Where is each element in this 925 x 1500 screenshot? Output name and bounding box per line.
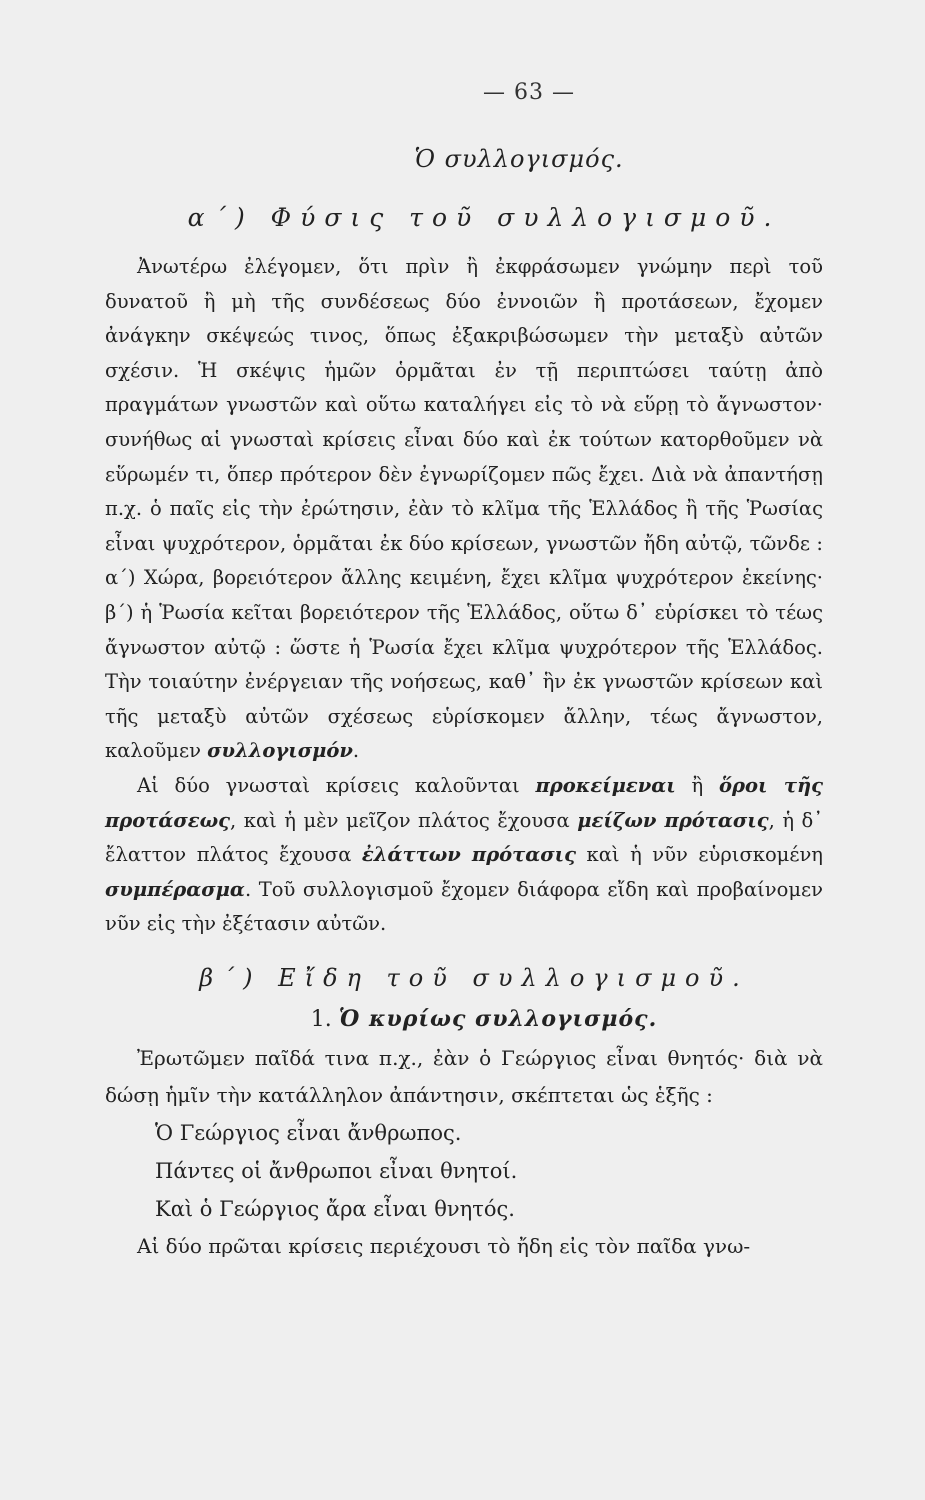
body-text-2: [105, 1040, 823, 1265]
p2-text-6: . Τοῦ συλλογισμοῦ ἔχομεν διάφορα εἴδη καὶ προβαίνομεν νῦν εἰς τὴν ἐξέτασιν αὐτῶν.: [105, 877, 823, 936]
subsection-title: Ὁ κυρίως συλλογισμός.: [338, 1005, 658, 1032]
term-premises: προκείμεναι: [535, 773, 676, 797]
page-content: [105, 80, 823, 1265]
subsection-heading: [145, 1006, 823, 1032]
term-syllogism: συλλογισμόν: [207, 739, 353, 763]
paragraph-4: Αἱ δύο πρῶται κρίσεις περιέχουσι τὸ ἤδη εἰς τὸν παῖδα γνω-: [137, 1233, 751, 1258]
syllogism-line-1: Ὁ Γεώργιος εἶναι ἄνθρωπος.: [155, 1120, 462, 1145]
paragraph-3: Ἐρωτῶμεν παῖδά τινα π.χ., ἐὰν ὁ Γεώργιος εἶναι θνητός· διὰ νὰ δώσῃ ἡμῖν τὴν κατάλληλον ἀπάντησιν, σκέπτεται ὡς ἑξῆς :: [105, 1045, 823, 1107]
p2-text-4: , ἡ δ᾽ ἔλαττον πλάτος ἔχουσα: [105, 808, 823, 867]
term-major-premise: μείζων πρότασις: [577, 808, 769, 832]
chapter-heading: Ὁ συλλογισμός.: [414, 145, 624, 173]
syllogism-line-3: Καὶ ὁ Γεώργιος ἄρα εἶναι θνητός.: [155, 1196, 515, 1221]
term-terms-of-proposition: ὅροι τῆς προτάσεως: [105, 773, 824, 832]
term-minor-premise: ἐλάττων πρότασις: [361, 843, 576, 867]
paragraph-1-end: .: [352, 739, 360, 763]
p2-text-1: Αἱ δύο γνωσταὶ κρίσεις καλοῦνται: [137, 773, 520, 797]
page-number: — 63 —: [483, 80, 575, 105]
subsection-number: 1.: [310, 1006, 332, 1032]
paragraph-1: [105, 250, 823, 769]
body-text: [105, 250, 823, 942]
p2-text-3: , καὶ ἡ μὲν μεῖζον πλάτος ἔχουσα: [230, 808, 570, 832]
p2-text-2: ἢ: [691, 773, 704, 797]
section-heading-b: β΄) Εἴδη τοῦ συλλογισμοῦ.: [199, 963, 749, 992]
paragraph-1-text: Ἀνωτέρω ἐλέγομεν, ὅτι πρὶν ἢ ἐκφράσωμεν γνώμην περὶ τοῦ δυνατοῦ ἢ μὴ τῆς συνδέσεως δύο ἐννοιῶν ἢ προτάσεων, ἔχομεν ἀνάγκην σκέψεώς τινος, ὅπως ἐξακριβώσωμεν τὴν μεταξὺ αὐτῶν σχέσιν. Ἡ σκέψις ἡμῶν ὁρμᾶται ἐν τῇ περιπτώσει ταύτῃ ἀπὸ πραγμάτων γνωστῶν καὶ οὕτω καταλήγει εἰς τὸ νὰ εὕρῃ τὸ ἄγνωστον· συνήθως αἱ γνωσταὶ κρίσεις εἶναι δύο καὶ ἐκ τούτων κατορθοῦμεν νὰ εὕρωμέν τι, ὅπερ πρότερον δὲν ἐγνωρίζομεν πῶς ἔχει. Διὰ νὰ ἀπαντήσῃ π.χ. ὁ παῖς εἰς τὴν ἐρώτησιν, ἐὰν τὸ κλῖμα τῆς Ἑλλάδος ἢ τῆς Ῥωσίας εἶναι ψυχρότερον, ὁρμᾶται ἐκ δύο κρίσεων, γνωστῶν ἤδη αὐτῷ, τῶνδε : α΄) Χώρα, βορειότερον ἄλλης κειμένη, ἔχει κλῖμα ψυχρότερον ἐκείνης· β΄) ἡ Ῥωσία κεῖται βορειότερον τῆς Ἑλλάδος, οὕτω δ᾽ εὑρίσκει τὸ τέως ἄγνωστον αὐτῷ : ὥστε ἡ Ῥωσία ἔχει κλῖμα ψυχρότερον τῆς Ἑλλάδος. Τὴν τοιαύτην ἐνέργειαν τῆς νοήσεως, καθ᾽ ἣν ἐκ γνωστῶν κρίσεων καὶ τῆς μεταξὺ αὐτῶν σχέσεως εὑρίσκομεν ἄλλην, τέως ἄγνωστον, καλοῦμεν: [105, 255, 823, 763]
term-conclusion: συμπέρασμα: [105, 877, 245, 901]
syllogism-line-2: Πάντες οἱ ἄνθρωποι εἶναι θνητοί.: [155, 1158, 518, 1183]
section-heading-a: α΄) Φύσις τοῦ συλλογισμοῦ.: [187, 203, 781, 232]
paragraph-2: [105, 769, 823, 942]
p2-text-5: καὶ ἡ νῦν εὑρισκομένη: [586, 843, 823, 867]
